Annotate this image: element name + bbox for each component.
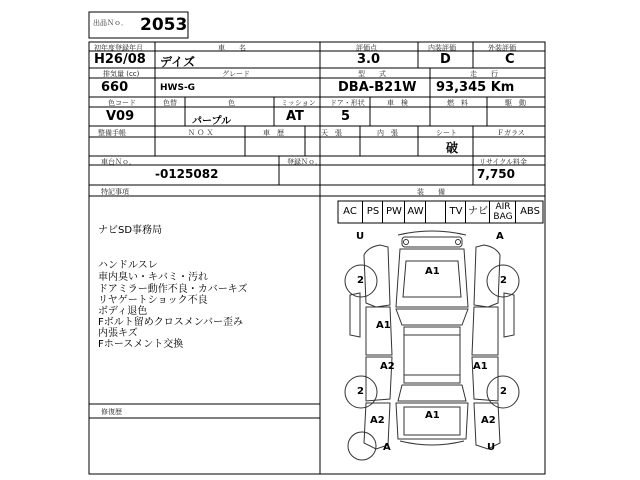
mission-label: ミッション [281,99,316,107]
car-name-value: デイズ [160,55,196,69]
mark-front-left: U [356,231,365,242]
rear-gate-outline [396,403,468,439]
note-line: ドアミラー動作不良・カバーキズ [98,284,248,295]
mark-right-rear-tire: 2 [500,386,507,397]
remarks-label: 特記事項 [101,188,129,196]
color-code-value: V09 [106,109,135,124]
score-value: 3.0 [357,52,381,67]
registration-label: 登録Ｎｏ． [287,158,322,166]
mark-rear-left: A [383,442,391,453]
mark-rear-gate: A1 [425,410,440,421]
equip-ps: PS [362,201,383,223]
model-code-label: 型 式 [358,70,386,78]
color-value: パープル [192,116,232,127]
note-line: 車内臭い・キバミ・汚れ [98,272,208,283]
lot-label: 出品Ｎｏ． [93,19,128,27]
recycle-fee-label: リサイクル料金 [479,158,528,166]
fuel-label: 燃 料 [447,99,468,107]
doors-label: ドア・形状 [330,99,365,107]
note-line: リヤゲートショック不良 [98,295,208,306]
front-bumper [398,231,466,235]
equip-airbag: AIR BAG [489,201,516,223]
roof-lining-label: 天 張 [321,129,342,137]
mark-hood: A1 [425,266,440,277]
exterior-grade-label: 外装評価 [488,44,516,52]
hood-outline [396,249,468,307]
note-navi-sd: ナビSD事務局 [98,225,163,236]
mark-right-front-tire: 2 [500,275,507,286]
mileage-value: 93,345 Km [436,80,515,95]
chassis-value: -0125082 [155,167,219,181]
equip-navi: ナビ [465,201,490,223]
grade-label: グレード [222,70,250,78]
mark-right-rear-door: A1 [473,361,488,372]
reg-date-value: H26/08 [94,52,146,67]
equip-aw: AW [404,201,426,223]
rear-bumper [400,441,464,445]
mark-left-rear-door: A2 [380,361,395,372]
note-line: Fボルト留めクロスメンバー歪み [98,317,244,328]
repair-history-label: 修復歴 [101,408,122,416]
mark-left-rear: A2 [370,415,385,426]
exterior-grade-value: C [505,52,515,67]
note-line: ハンドルスレ [98,260,158,271]
interior-grade-label: 内装評価 [428,44,456,52]
grade-value: HWS-G [160,83,196,93]
note-line: Fホースメント交換 [98,339,184,350]
interior-grade-value: D [440,52,451,67]
displacement-label: 排気量 (cc) [103,70,140,78]
mileage-label: 走 行 [470,70,498,78]
car-diagram [320,225,545,474]
nox-label: Ｎ Ｏ Ｘ [188,129,214,137]
front-grille [402,237,462,247]
mark-right-rear: A2 [481,415,496,426]
mark-rear-right: U [487,442,496,453]
spare-tire [348,432,376,460]
reg-date-label: 初年度登録年月 [94,44,143,52]
color-change-label: 色替 [163,99,177,107]
history-label: 車 歴 [263,129,284,137]
color-label: 色 [228,99,235,107]
inspection-label: 車 検 [387,99,408,107]
front-glass-label: Ｆガラス [497,129,525,137]
equip-blank [425,201,446,223]
chassis-label: 車台Ｎｏ． [101,158,136,166]
mark-left-rear-tire: 2 [357,386,364,397]
mark-front-right: A [496,231,504,242]
recycle-fee-value: 7,750 [477,167,515,181]
lot-number: 2053 [140,15,188,35]
equip-pw: PW [382,201,405,223]
note-line: 内張キズ [98,328,138,339]
drive-label: 駆 動 [505,99,526,107]
color-code-label: 色コード [108,99,136,107]
seat-value: 破 [446,141,459,155]
service-record-label: 整備手帳 [98,129,126,137]
displacement-value: 660 [101,80,129,95]
mission-value: AT [286,109,304,124]
equip-abs: ABS [515,201,544,223]
score-label: 評価点 [356,44,377,52]
note-line: ボディ退色 [98,306,148,317]
doors-value: 5 [341,109,351,124]
car-name-label: 車 名 [218,44,246,52]
equip-tv: TV [445,201,466,223]
mark-left-front-fender: A1 [376,320,391,331]
equipment-label: 装 備 [417,188,445,196]
equip-ac: AC [343,206,357,217]
seat-label: シート [436,129,457,137]
model-code-value: DBA-B21W [338,80,417,95]
mark-left-front-tire: 2 [357,275,364,286]
interior-trim-label: 内 張 [377,129,398,137]
